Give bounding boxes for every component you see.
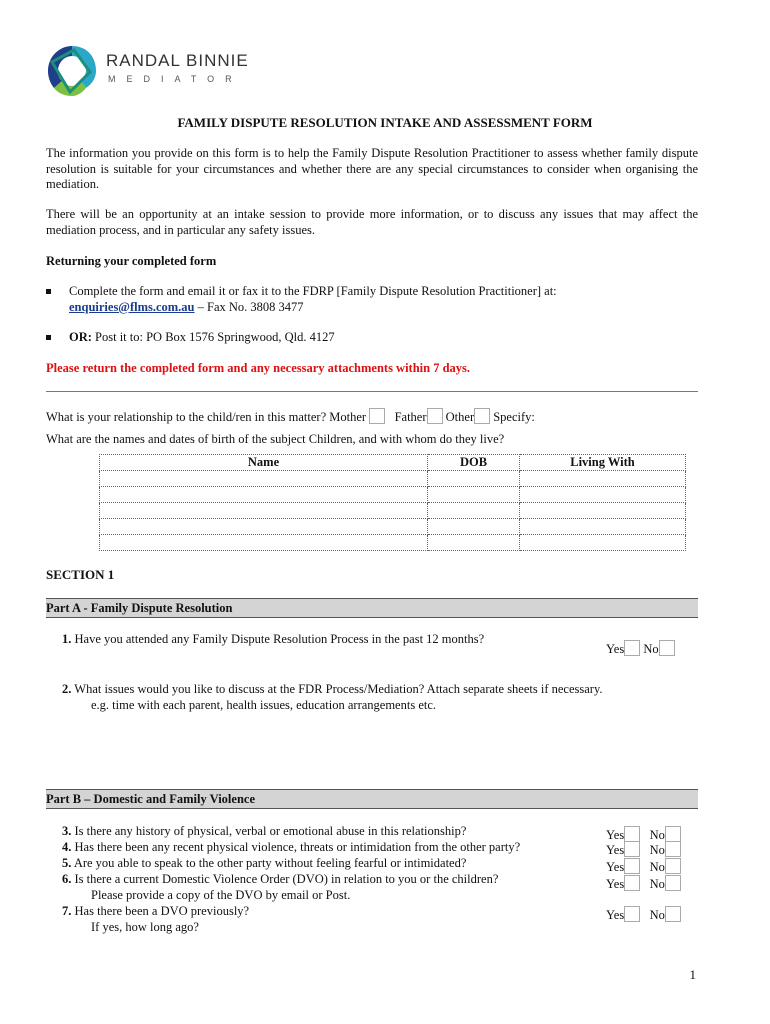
q3-no-checkbox[interactable]	[665, 826, 681, 842]
q6-number: 6.	[62, 872, 72, 886]
table-row	[100, 519, 686, 535]
q4-number: 4.	[62, 840, 72, 854]
yes-label: Yes	[606, 828, 625, 842]
deadline-notice: Please return the completed form and any necessary attachments within 7 days.	[46, 361, 471, 375]
father-checkbox[interactable]	[427, 408, 443, 424]
relationship-row	[46, 408, 706, 425]
mother-checkbox[interactable]	[369, 408, 385, 424]
children-question: What are the names and dates of birth of the subject Children, and with whom do they live?	[46, 432, 505, 446]
name-cell[interactable]	[100, 503, 428, 519]
no-label: No	[643, 642, 659, 656]
q7-text: Has there been a DVO previously?	[74, 904, 250, 918]
q6-yes-checkbox[interactable]	[624, 875, 640, 891]
no-label: No	[649, 908, 665, 922]
intro-paragraph-2: There will be an opportunity at an intake session to provide more information, or to discuss any issues that may affect the mediation process, and in particular any safety issues.	[46, 207, 698, 237]
living-with-cell[interactable]	[520, 535, 686, 551]
post-address: Post it to: PO Box 1576 Springwood, Qld. 4127	[95, 330, 335, 344]
fax-text: – Fax No. 3808 3477	[197, 299, 304, 314]
q7-number: 7.	[62, 904, 72, 918]
question-4	[62, 840, 520, 855]
mother-label: Mother	[329, 410, 367, 424]
living-with-cell[interactable]	[520, 471, 686, 487]
q5-yes-checkbox[interactable]	[624, 858, 640, 874]
q5-no-checkbox[interactable]	[665, 858, 681, 874]
header-living-with: Living With	[520, 455, 686, 471]
question-5	[62, 856, 466, 871]
dob-cell[interactable]	[428, 471, 520, 487]
q3-number: 3.	[62, 824, 72, 838]
specify-label: Specify:	[493, 410, 535, 424]
q3-text: Is there any history of physical, verbal or emotional abuse in this relationship?	[74, 824, 467, 838]
q2-number: 2.	[62, 682, 72, 696]
question-2	[62, 682, 603, 697]
q4-no-checkbox[interactable]	[665, 841, 681, 857]
q2-example: e.g. time with each parent, health issues, education arrangements etc.	[91, 698, 437, 712]
q7-subtext: If yes, how long ago?	[91, 920, 199, 934]
father-label: Father	[394, 410, 427, 424]
bullet-email	[46, 284, 698, 316]
form-title: FAMILY DISPUTE RESOLUTION INTAKE AND ASSESSMENT FORM	[177, 115, 593, 130]
relationship-question: What is your relationship to the child/ren in this matter?	[46, 410, 327, 424]
name-cell[interactable]	[100, 535, 428, 551]
divider	[46, 391, 698, 392]
page-number: 1	[689, 967, 696, 982]
logo-name: RANDAL BINNIE	[106, 51, 249, 70]
name-cell[interactable]	[100, 471, 428, 487]
dob-cell[interactable]	[428, 535, 520, 551]
q5-number: 5.	[62, 856, 72, 870]
q4-text: Has there been any recent physical violence, threats or intimidation from the other party?	[74, 840, 521, 854]
dob-cell[interactable]	[428, 487, 520, 503]
q2-text: What issues would you like to discuss at the FDR Process/Mediation? Attach separate sheets if necessary.	[74, 682, 603, 696]
question-1	[62, 632, 484, 647]
logo-tagline: MEDIATOR	[108, 74, 243, 84]
header-name: Name	[100, 455, 428, 471]
other-checkbox[interactable]	[474, 408, 490, 424]
yes-label: Yes	[606, 843, 625, 857]
question-7	[62, 904, 249, 919]
living-with-cell[interactable]	[520, 487, 686, 503]
name-cell[interactable]	[100, 487, 428, 503]
dob-cell[interactable]	[428, 519, 520, 535]
table-header-row	[100, 455, 686, 471]
q1-yes-checkbox[interactable]	[624, 640, 640, 656]
logo	[44, 40, 254, 102]
question-3	[62, 824, 466, 839]
email-link[interactable]: enquiries@flms.com.au	[69, 299, 195, 314]
question-6	[62, 872, 498, 887]
q3-yes-checkbox[interactable]	[624, 826, 640, 842]
logo-mark-icon	[44, 42, 100, 100]
section-1-label: SECTION 1	[46, 567, 115, 582]
no-label: No	[649, 860, 665, 874]
table-row	[100, 471, 686, 487]
q1-text: Have you attended any Family Dispute Resolution Process in the past 12 months?	[74, 632, 485, 646]
name-cell[interactable]	[100, 519, 428, 535]
bullet-email-text	[69, 284, 698, 315]
bullet-post	[46, 330, 698, 346]
dob-cell[interactable]	[428, 503, 520, 519]
bullet1-text: Complete the form and email it or fax it to the FDRP [Family Dispute Resolution Practitioner] at:	[69, 284, 557, 298]
table-row	[100, 535, 686, 551]
yes-label: Yes	[606, 908, 625, 922]
q6-subtext: Please provide a copy of the DVO by email or Post.	[91, 888, 351, 902]
yes-label: Yes	[606, 642, 625, 656]
q7-yes-checkbox[interactable]	[624, 906, 640, 922]
q1-number: 1.	[62, 632, 72, 646]
living-with-cell[interactable]	[520, 519, 686, 535]
no-label: No	[649, 828, 665, 842]
q6-text: Is there a current Domestic Violence Order (DVO) in relation to you or the children?	[74, 872, 499, 886]
q7-no-checkbox[interactable]	[665, 906, 681, 922]
yes-label: Yes	[606, 877, 625, 891]
q6-answer	[606, 875, 681, 892]
header-dob: DOB	[428, 455, 520, 471]
other-label: Other	[445, 410, 475, 424]
living-with-cell[interactable]	[520, 503, 686, 519]
q1-answer	[606, 640, 675, 657]
or-label: OR:	[69, 330, 92, 344]
returning-heading: Returning your completed form	[46, 254, 217, 268]
table-row	[100, 487, 686, 503]
q4-answer	[606, 841, 681, 858]
part-a-heading: Part A - Family Dispute Resolution	[46, 598, 698, 618]
q5-text: Are you able to speak to the other party without feeling fearful or intimidated?	[73, 856, 467, 870]
q4-yes-checkbox[interactable]	[624, 841, 640, 857]
no-label: No	[649, 843, 665, 857]
q1-no-checkbox[interactable]	[659, 640, 675, 656]
bullet-square-icon	[46, 289, 51, 294]
no-label: No	[649, 877, 665, 891]
q6-no-checkbox[interactable]	[665, 875, 681, 891]
children-table	[99, 454, 686, 551]
q5-answer	[606, 858, 681, 875]
yes-label: Yes	[606, 860, 625, 874]
q7-answer	[606, 906, 681, 923]
bullet-square-icon	[46, 335, 51, 340]
table-row	[100, 503, 686, 519]
intro-paragraph-1: The information you provide on this form is to help the Family Dispute Resolution Practitioner to assess whether family dispute resolution is suitable for your circumstances and whether there are any special circumstances to consider when organising the mediation.	[46, 146, 698, 191]
part-b-heading: Part B – Domestic and Family Violence	[46, 789, 698, 809]
